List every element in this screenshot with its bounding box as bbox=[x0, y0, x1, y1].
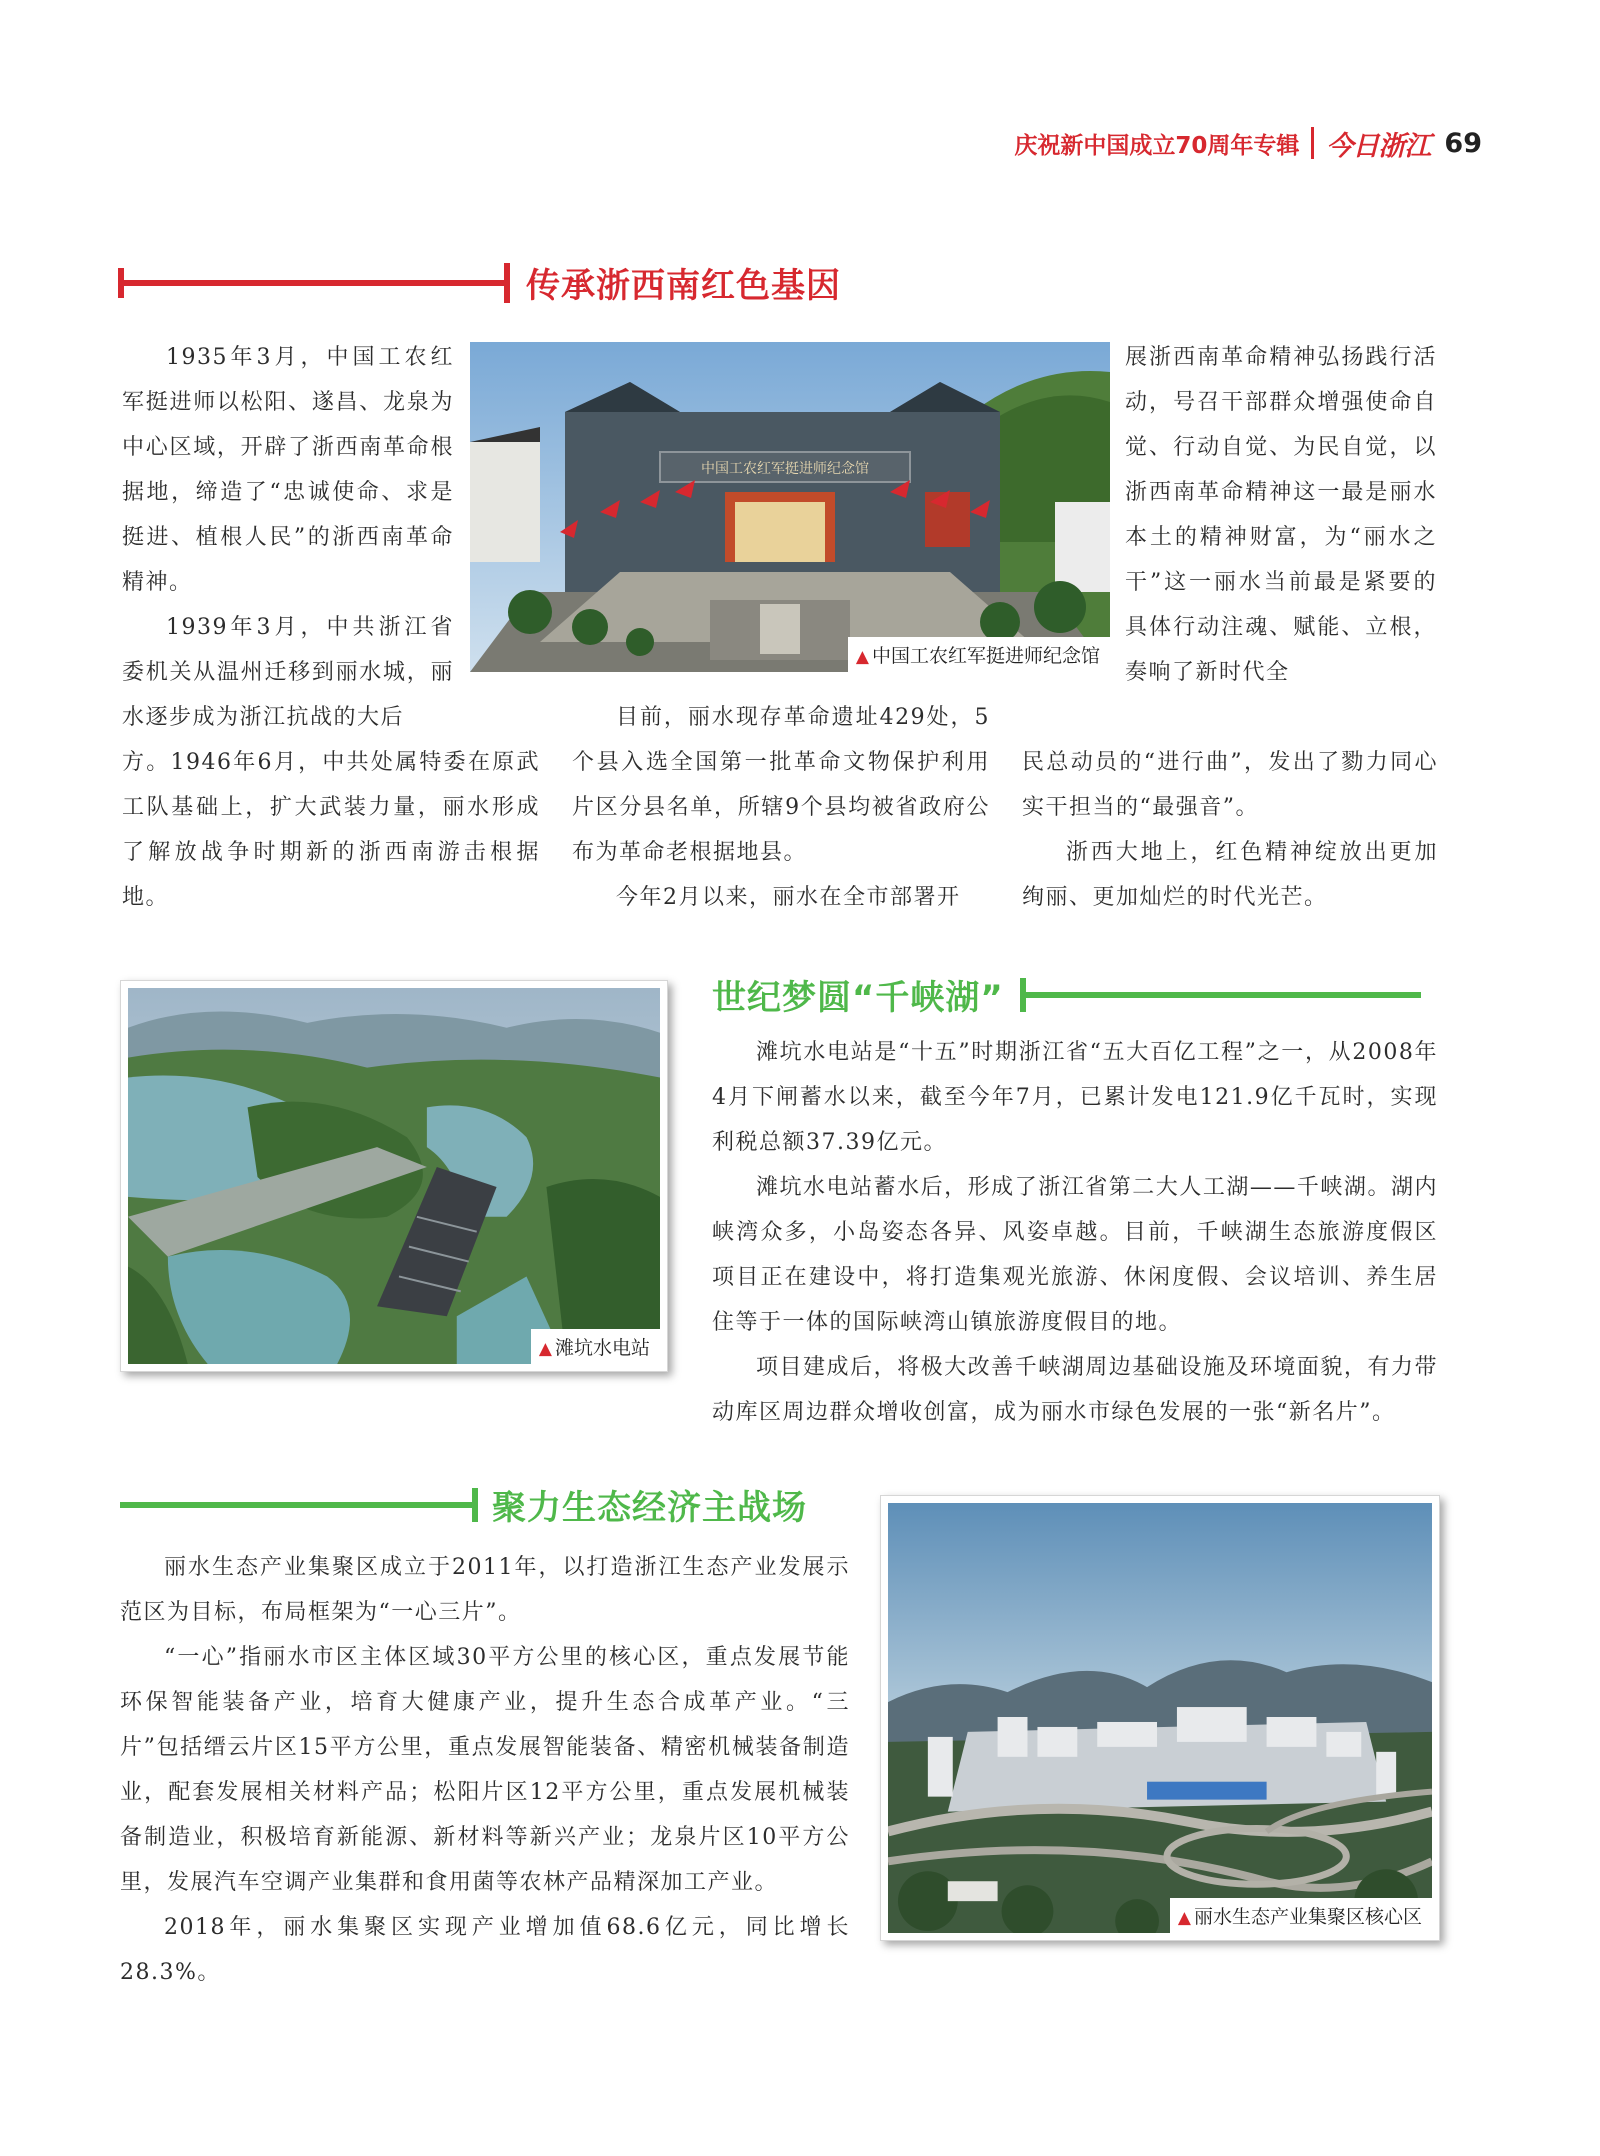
section-1-col1-para2-cont: 方。1946年6月，中共处属特委在原武工队基础上，扩大武装力量，丽水形成了解放战争时期新的浙西南游击根据地。 bbox=[122, 750, 540, 910]
hydropower-station-caption bbox=[531, 1329, 660, 1364]
section-1-col1-para1: 1935年3月，中国工农红军挺进师以松阳、遂昌、龙泉为中心区域，开辟了浙西南革命根据地，缔造了“忠诚使命、求是挺进、植根人民”的浙西南革命精神。 bbox=[122, 345, 454, 595]
section-1-col2-para1: 目前，丽水现存革命遗址429处，5个县入选全国第一批革命文物保护利用片区分县名单，所辖9个县均被省政府公布为革命老根据地县。 bbox=[572, 705, 990, 865]
section-2-para2: 滩坑水电站蓄水后，形成了浙江省第二大人工湖——千峡湖。湖内峡湾众多，小岛姿态各异、风姿卓越。目前，千峡湖生态旅游度假区项目正在建设中，将打造集观光旅游、休闲度假、会议培训、养生居住等于一体的国际峡湾山镇旅游度假目的地。 bbox=[712, 1175, 1438, 1335]
memorial-hall-caption bbox=[848, 637, 1110, 672]
heading-line bbox=[1026, 992, 1421, 998]
caption-text: 中国工农红军挺进师纪念馆 bbox=[871, 645, 1100, 667]
hydropower-station-photo bbox=[120, 980, 668, 1372]
industrial-zone-caption bbox=[1170, 1898, 1432, 1933]
caption-text: 丽水生态产业集聚区核心区 bbox=[1193, 1906, 1422, 1928]
magazine-logo: 今日浙江 bbox=[1326, 130, 1431, 162]
section-1-col3-para2: 浙西大地上，红色精神绽放出更加绚丽、更加灿烂的时代光芒。 bbox=[1022, 840, 1438, 910]
hydropower-station-illustration bbox=[128, 988, 660, 1364]
section-2-title: 世纪梦圆“千峡湖” bbox=[712, 978, 1004, 1018]
section-3-heading bbox=[120, 1480, 807, 1529]
section-3-title: 聚力生态经济主战场 bbox=[492, 1488, 807, 1528]
heading-line-cap bbox=[504, 263, 510, 303]
issue-title: 庆祝新中国成立70周年专辑 bbox=[1014, 132, 1300, 159]
heading-bar bbox=[472, 1488, 478, 1522]
section-1-col3-para1-cont: 民总动员的“进行曲”，发出了勠力同心实干担当的“最强音”。 bbox=[1022, 750, 1438, 820]
caption-triangle-icon: ▲ bbox=[1177, 1908, 1191, 1928]
section-1-heading bbox=[118, 258, 841, 307]
industrial-zone-photo bbox=[880, 1495, 1440, 1941]
section-1-col2-para2: 今年2月以来，丽水在全市部署开 bbox=[616, 885, 961, 910]
heading-line bbox=[124, 280, 504, 286]
memorial-hall-illustration bbox=[470, 342, 1110, 672]
header-divider bbox=[1311, 127, 1314, 159]
section-2-para3: 项目建成后，将极大改善千峡湖周边基础设施及环境面貌，有力带动库区周边群众增收创富，成为丽水市绿色发展的一张“新名片”。 bbox=[712, 1355, 1438, 1425]
industrial-zone-illustration bbox=[888, 1503, 1432, 1933]
caption-text: 滩坑水电站 bbox=[554, 1337, 650, 1359]
building-sign-text: 中国工农红军挺进师纪念馆 bbox=[701, 461, 869, 477]
caption-triangle-icon: ▲ bbox=[538, 1339, 552, 1359]
section-1-col3-para1: 展浙西南革命精神弘扬践行活动，号召干部群众增强使命自觉、行动自觉、为民自觉，以浙西南革命精神这一最是丽水本土的精神财富，为“丽水之干”这一丽水当前最是紧要的具体行动注魂、赋能、立根，奏响了新时代全 bbox=[1125, 345, 1437, 685]
section-3-para3: 2018年，丽水集聚区实现产业增加值68.6亿元，同比增长28.3%。 bbox=[120, 1915, 850, 1985]
memorial-hall-photo bbox=[470, 342, 1110, 672]
section-3-para2: “一心”指丽水市区主体区域30平方公里的核心区，重点发展节能环保智能装备产业，培育大健康产业，提升生态合成革产业。“三片”包括缙云片区15平方公里，重点发展智能装备、精密机械装备制造业，配套发展相关材料产品；松阳片区12平方公里，重点发展机械装备制造业，积极培育新能源、新材料等新兴产业；龙泉片区10平方公里，发展汽车空调产业集群和食用菌等农林产品精深加工产业。 bbox=[120, 1645, 850, 1895]
heading-line bbox=[120, 1502, 472, 1508]
page-number: 69 bbox=[1444, 127, 1482, 159]
section-1-title: 传承浙西南红色基因 bbox=[526, 266, 841, 306]
page-header bbox=[1014, 120, 1482, 166]
section-3-para1: 丽水生态产业集聚区成立于2011年，以打造浙江生态产业发展示范区为目标，布局框架为“一心三片”。 bbox=[120, 1555, 850, 1625]
caption-triangle-icon: ▲ bbox=[855, 647, 869, 667]
section-1-col1-para2: 1939年3月，中共浙江省委机关从温州迁移到丽水城，丽水逐步成为浙江抗战的大后 bbox=[122, 615, 454, 730]
section-2-heading bbox=[712, 970, 1421, 1019]
section-2-para1: 滩坑水电站是“十五”时期浙江省“五大百亿工程”之一，从2008年4月下闸蓄水以来，截至今年7月，已累计发电121.9亿千瓦时，实现利税总额37.39亿元。 bbox=[712, 1040, 1438, 1155]
